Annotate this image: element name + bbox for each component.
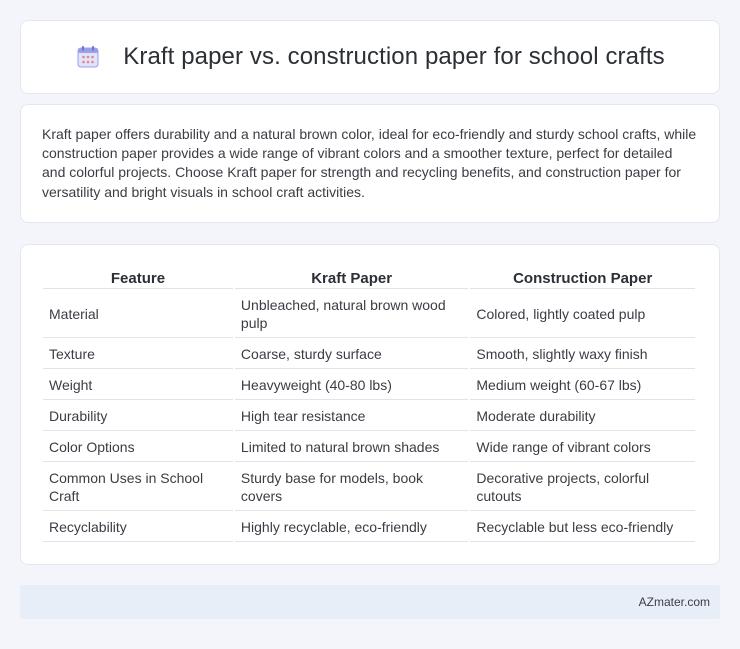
table-row bbox=[43, 338, 695, 369]
feature-cell: Durability bbox=[43, 400, 233, 431]
table-header-row bbox=[43, 265, 695, 289]
comparison-card bbox=[20, 244, 720, 565]
table-row bbox=[43, 431, 695, 462]
kraft-cell: Unbleached, natural brown wood pulp bbox=[235, 289, 468, 338]
comparison-table bbox=[41, 265, 697, 542]
table-row bbox=[43, 400, 695, 431]
feature-cell: Texture bbox=[43, 338, 233, 369]
intro-text: Kraft paper offers durability and a natural brown color, ideal for eco-friendly and sturdy school crafts, while construction paper provides a wide range of vibrant colors and a smoother texture, perfect for detailed and colorful projects. Choose Kraft paper for strength and recycling benefits, and construction paper for versatility and bright visuals in school craft activities. bbox=[42, 126, 697, 200]
table-row bbox=[43, 369, 695, 400]
feature-cell: Color Options bbox=[43, 431, 233, 462]
kraft-cell: Coarse, sturdy surface bbox=[235, 338, 468, 369]
header-feature: Feature bbox=[43, 265, 233, 289]
feature-cell: Recyclability bbox=[43, 511, 233, 542]
header-kraft-paper: Kraft Paper bbox=[235, 265, 468, 289]
feature-cell: Common Uses in School Craft bbox=[43, 462, 233, 511]
page-title: Kraft paper vs. construction paper for school crafts bbox=[123, 43, 665, 70]
construction-cell: Wide range of vibrant colors bbox=[470, 431, 695, 462]
table-row bbox=[43, 289, 695, 338]
table-row bbox=[43, 462, 695, 511]
kraft-cell: Sturdy base for models, book covers bbox=[235, 462, 468, 511]
construction-cell: Colored, lightly coated pulp bbox=[470, 289, 695, 338]
calendar-icon bbox=[75, 44, 101, 70]
construction-cell: Decorative projects, colorful cutouts bbox=[470, 462, 695, 511]
table-row bbox=[43, 511, 695, 542]
construction-cell: Moderate durability bbox=[470, 400, 695, 431]
construction-cell: Medium weight (60-67 lbs) bbox=[470, 369, 695, 400]
intro-card bbox=[20, 104, 720, 223]
kraft-cell: High tear resistance bbox=[235, 400, 468, 431]
title-card bbox=[20, 20, 720, 94]
kraft-cell: Heavyweight (40-80 lbs) bbox=[235, 369, 468, 400]
header-construction-paper: Construction Paper bbox=[470, 265, 695, 289]
kraft-cell: Highly recyclable, eco-friendly bbox=[235, 511, 468, 542]
footer-bar bbox=[20, 585, 720, 619]
footer-brand[interactable]: AZmater.com bbox=[638, 595, 710, 609]
kraft-cell: Limited to natural brown shades bbox=[235, 431, 468, 462]
feature-cell: Weight bbox=[43, 369, 233, 400]
feature-cell: Material bbox=[43, 289, 233, 338]
construction-cell: Recyclable but less eco-friendly bbox=[470, 511, 695, 542]
construction-cell: Smooth, slightly waxy finish bbox=[470, 338, 695, 369]
